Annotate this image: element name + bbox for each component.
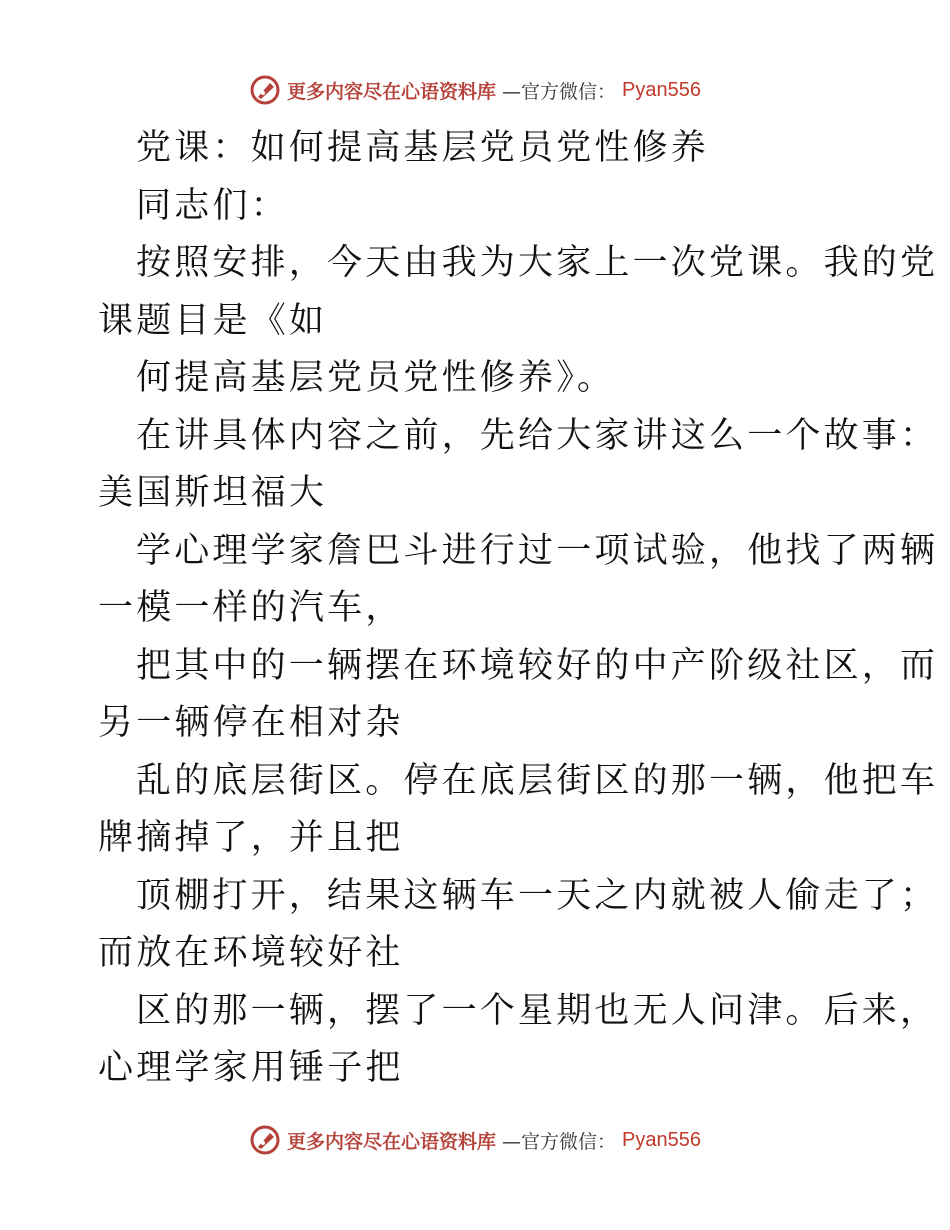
paragraph-line: 把其中的一辆摆在环境较好的中产阶级社区，而 bbox=[136, 645, 939, 686]
paragraph-line: 顶棚打开，结果这辆车一天之内就被人偷走了； bbox=[136, 875, 939, 916]
salutation: 同志们： bbox=[136, 185, 289, 226]
paragraph-line: 而放在环境较好社 bbox=[98, 933, 404, 973]
paragraph-line: 牌摘掉了，并且把 bbox=[98, 818, 404, 858]
paragraph-line: 何提高基层党员党性修养》。 bbox=[136, 358, 616, 398]
document-body bbox=[98, 120, 939, 1098]
paragraph-line: 一模一样的汽车， bbox=[98, 588, 404, 628]
paragraph-line: 乱的底层街区。停在底层街区的那一辆，他把车 bbox=[136, 760, 939, 801]
watermark-official-text: —官方微信： bbox=[502, 1130, 617, 1153]
footer-watermark bbox=[0, 1122, 950, 1158]
paragraph-line: 另一辆停在相对杂 bbox=[98, 703, 404, 743]
paragraph-line: 学心理学家詹巴斗进行过一项试验，他找了两辆 bbox=[136, 530, 939, 571]
paragraph-line: 课题目是《如 bbox=[98, 300, 328, 341]
paragraph-line: 心理学家用锤子把 bbox=[98, 1048, 404, 1088]
header-watermark bbox=[0, 72, 950, 108]
paragraph-line: 在讲具体内容之前，先给大家讲这么一个故事： bbox=[136, 415, 939, 456]
document-title: 党课：如何提高基层党员党性修养 bbox=[136, 128, 710, 168]
paragraph-line: 美国斯坦福大 bbox=[98, 473, 328, 513]
watermark-official-text: —官方微信： bbox=[502, 80, 617, 103]
paragraph-line: 按照安排，今天由我为大家上一次党课。我的党 bbox=[136, 243, 939, 283]
watermark-site-text: 更多内容尽在心语资料库 bbox=[287, 1130, 497, 1153]
paragraph-line: 区的那一辆，摆了一个星期也无人问津。后来， bbox=[136, 990, 939, 1031]
watermark-wechat-id: Pyan556 bbox=[622, 1128, 701, 1151]
watermark-wechat-id: Pyan556 bbox=[622, 78, 701, 101]
pen-nib-logo-icon bbox=[249, 74, 281, 106]
watermark-site-text: 更多内容尽在心语资料库 bbox=[287, 80, 497, 103]
pen-nib-logo-icon bbox=[249, 1124, 281, 1156]
